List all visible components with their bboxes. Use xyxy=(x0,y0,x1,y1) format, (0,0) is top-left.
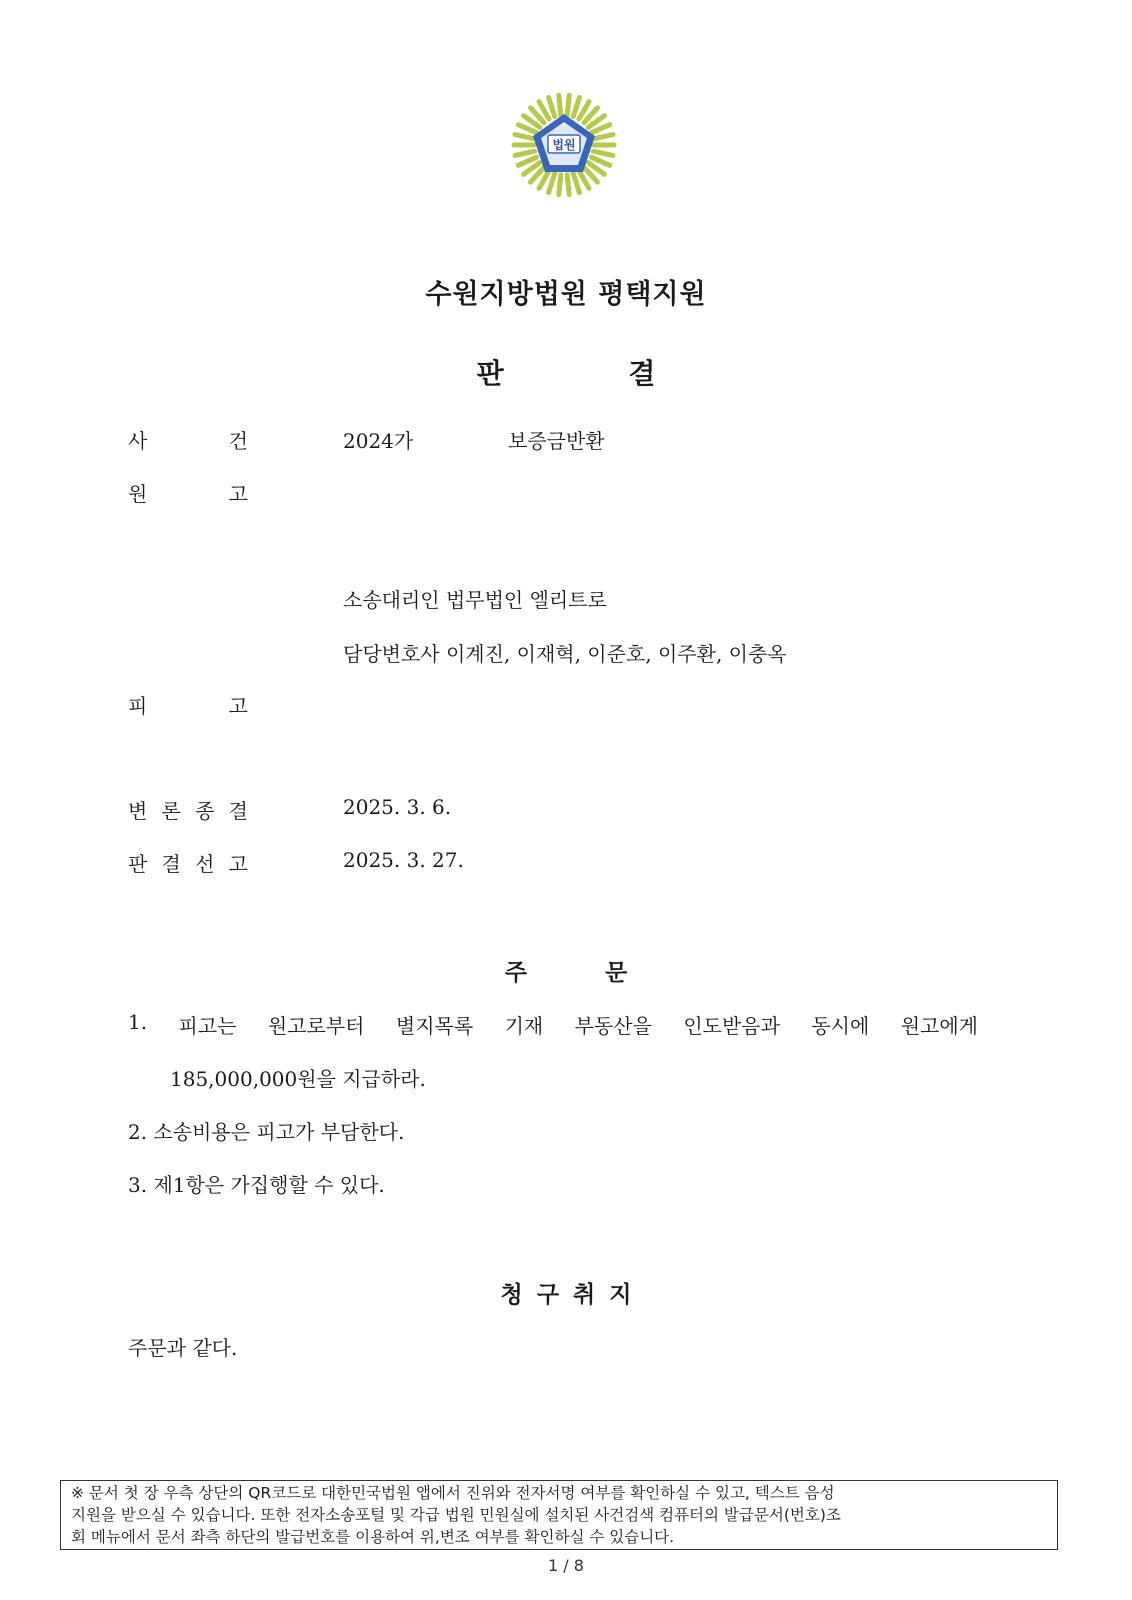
page-number: 1 / 8 xyxy=(548,1556,584,1575)
plaintiff-label xyxy=(128,478,248,507)
verdict-char: 결 xyxy=(161,852,181,876)
emblem-petal xyxy=(559,175,561,195)
verification-notice xyxy=(60,1480,1058,1550)
hearing-end-char: 론 xyxy=(161,799,181,823)
case-label-char: 건 xyxy=(228,429,248,453)
order-word: 인도받음과 xyxy=(683,1014,780,1038)
verdict-char: 판 xyxy=(128,852,148,876)
counsel-firm: 소송대리인 법무법인 엘리트로 xyxy=(343,588,607,612)
emblem-petal xyxy=(593,151,613,155)
hearing-end-char: 종 xyxy=(195,799,215,823)
plaintiff-label-char: 원 xyxy=(128,482,148,506)
verdict-char: 선 xyxy=(195,852,215,876)
hearing-end-label xyxy=(128,795,248,824)
counsel-lawyers: 담당변호사 이계진, 이재혁, 이준호, 이주환, 이충옥 xyxy=(343,642,787,666)
verdict-label xyxy=(128,848,248,877)
order-item-2: 2. 소송비용은 피고가 부담한다. xyxy=(128,1120,405,1144)
order-item-3: 3. 제1항은 가집행할 수 있다. xyxy=(128,1173,385,1197)
plaintiff-label-char: 고 xyxy=(228,482,248,506)
order-word: 별지목록 xyxy=(395,1014,474,1038)
emblem-text: 법원 xyxy=(552,138,576,152)
defendant-label-char: 피 xyxy=(128,694,148,718)
emblem-petal xyxy=(549,97,555,116)
case-label-char: 사 xyxy=(128,429,148,453)
emblem-petal xyxy=(567,95,569,115)
emblem-petal xyxy=(549,174,555,193)
case-title: 보증금반환 xyxy=(508,429,605,453)
emblem-petal xyxy=(559,95,561,115)
emblem-petal xyxy=(515,151,535,155)
claim-title: 청 구 취 지 xyxy=(500,1282,632,1308)
emblem-petal xyxy=(567,175,569,195)
defendant-label-char: 고 xyxy=(228,694,248,718)
order-word: 피고는 xyxy=(178,1014,237,1038)
hearing-end-date: 2025. 3. 6. xyxy=(343,795,452,819)
notice-line: 회 메뉴에서 문서 좌측 하단의 발급번호를 이용하여 위,변조 여부를 확인하실 수 있습니다. xyxy=(71,1528,675,1546)
document-title: 판 결 xyxy=(476,357,656,390)
notice-line: ※ 문서 첫 장 우측 상단의 QR코드로 대한민국법원 앱에서 진위와 전자서명 여부를 확인하실 수 있고, 텍스트 음성 xyxy=(71,1484,835,1502)
verdict-date: 2025. 3. 27. xyxy=(343,848,464,872)
order-word: 원고로부터 xyxy=(267,1014,365,1038)
emblem-petal xyxy=(573,174,579,193)
court-emblem-icon xyxy=(511,92,617,198)
order-item-1-number: 1. xyxy=(128,1010,148,1034)
order-title: 주 문 xyxy=(504,960,628,986)
claim-text: 주문과 같다. xyxy=(128,1336,238,1360)
defendant-label xyxy=(128,690,248,719)
hearing-end-char: 변 xyxy=(128,799,148,823)
order-word: 부동산을 xyxy=(574,1014,652,1038)
emblem-petal xyxy=(515,135,535,139)
order-item-1-continued: 185,000,000원을 지급하라. xyxy=(170,1067,426,1091)
order-word: 기재 xyxy=(504,1014,544,1038)
case-number: 2024가 xyxy=(343,429,414,453)
case-label xyxy=(128,425,248,454)
order-word: 원고에게 xyxy=(900,1014,978,1038)
hearing-end-char: 결 xyxy=(228,799,248,823)
emblem-petal xyxy=(593,135,613,139)
order-item-1 xyxy=(128,1010,978,1039)
court-name: 수원지방법원 평택지원 xyxy=(425,279,707,310)
order-word: 동시에 xyxy=(811,1014,870,1038)
notice-line: 지원을 받으실 수 있습니다. 또한 전자소송포털 및 각급 법원 민원실에 설치된 사건검색 컴퓨터의 발급문서(번호)조 xyxy=(71,1506,841,1524)
verdict-char: 고 xyxy=(228,852,248,876)
emblem-petal xyxy=(573,97,579,116)
